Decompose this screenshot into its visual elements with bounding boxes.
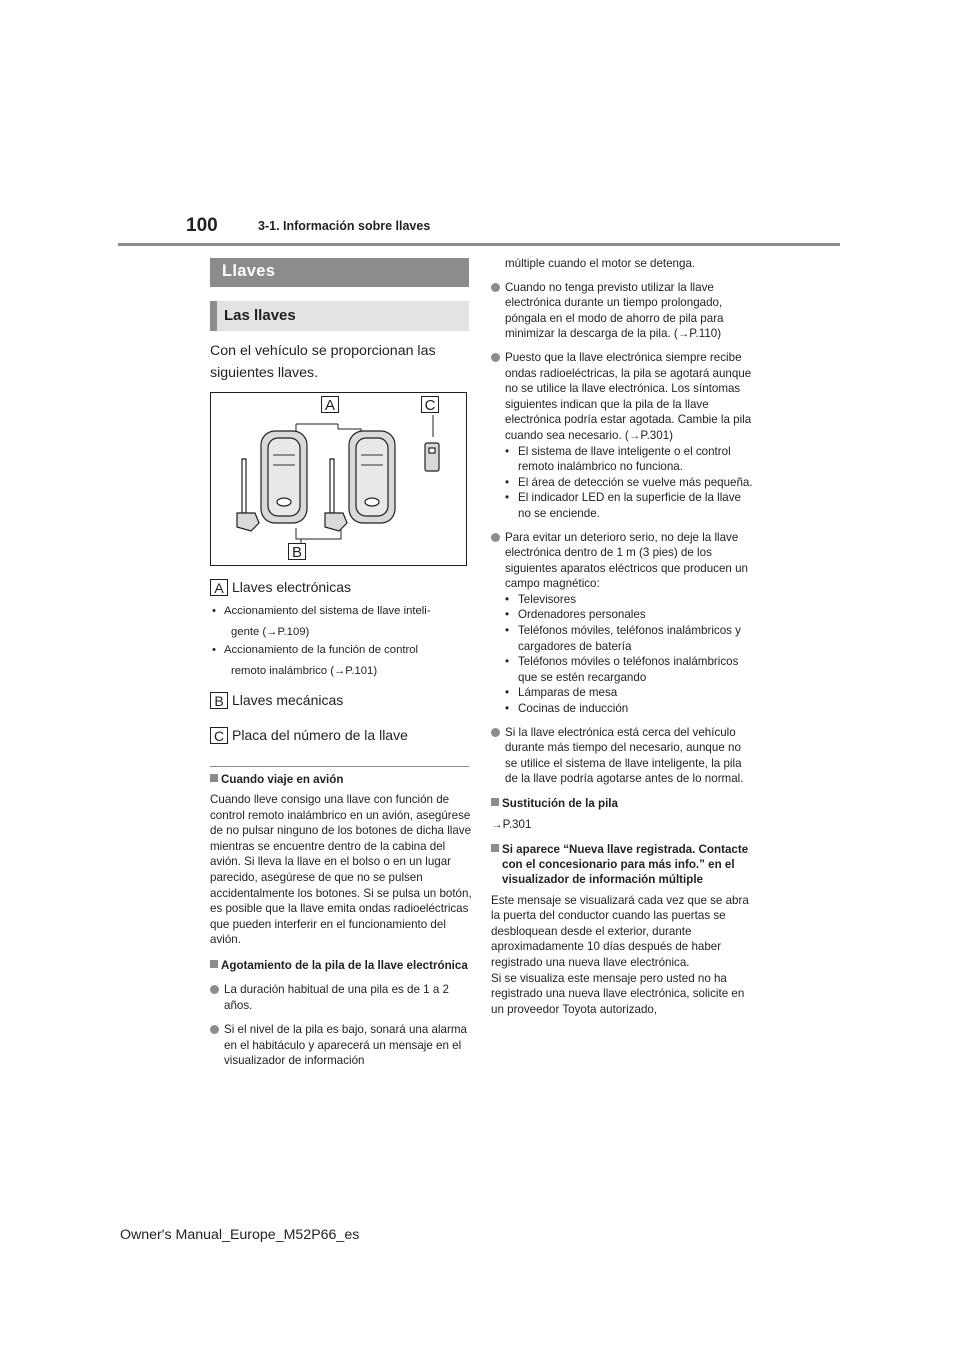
subsection-title: Las llaves xyxy=(224,307,296,324)
symptom-2: • El área de detección se vuelve más pequeña. xyxy=(505,475,753,489)
device-1: • Televisores xyxy=(505,592,576,606)
legend-tag-c: C xyxy=(210,727,228,744)
subsection-title-band xyxy=(210,301,469,331)
device-3: • Teléfonos móviles, teléfonos inalámbricos y cargadores de batería xyxy=(505,624,741,653)
electronic-key-2 xyxy=(349,431,395,523)
device-4: • Teléfonos móviles o teléfonos inalámbricos que se estén recargando xyxy=(505,655,739,684)
section-title: Llaves xyxy=(222,262,276,280)
device-6: • Cocinas de inducción xyxy=(505,702,629,716)
keys-illustration xyxy=(211,393,468,567)
a-item-2-line1: Accionamiento de la función de control xyxy=(224,644,419,656)
legend-tag-b: B xyxy=(210,692,228,709)
mechanical-key-1 xyxy=(237,459,259,531)
device-5: • Lámparas de mesa xyxy=(505,686,618,700)
round-bullet-icon xyxy=(491,283,500,292)
heading-new-key-message: Si aparece “Nueva llave registrada. Contacte con el concesionario para más info.” en el visualizador de información múltiple xyxy=(491,842,753,887)
page-number: 100 xyxy=(186,215,218,236)
bullet-magnetic: Para evitar un deterioro serio, no deje la llave electrónica dentro de 1 m (3 pies) de los siguientes aparatos eléctricos que producen un campo magnético: xyxy=(491,530,753,592)
round-bullet-icon xyxy=(491,533,500,542)
square-bullet-icon xyxy=(491,844,499,852)
left-notes xyxy=(210,772,472,1069)
a-item-2: • Accionamiento de la función de control remoto inalámbrico (→P.101) xyxy=(212,641,474,680)
figure-label-c: C xyxy=(421,396,439,413)
heading-battery: Agotamiento de la pila de la llave electrónica xyxy=(210,958,472,973)
header-rule xyxy=(118,243,840,246)
device-2: • Ordenadores personales xyxy=(505,608,646,622)
square-bullet-icon xyxy=(210,774,218,782)
note-divider xyxy=(210,766,469,767)
battery-bullet-2-cont: múltiple cuando el motor se detenga. xyxy=(505,257,696,270)
square-bullet-icon xyxy=(210,960,218,968)
intro-text: Con el vehículo se proporcionan las siguientes llaves. xyxy=(210,343,436,381)
airplane-text: Cuando lleve consigo una llave con función de control remoto inalámbrico en un avión, asegúrese de no pulsar ninguno de los botones de dicha llave mientras se encuentre dentro de la cabina del avión. Si lleva la llave en el bolso o en un lugar parecido, asegúrese de que no se pulsen accidentalmente los botones. Si se pulsa un botón, es posible que la llave emita ondas radioeléctricas que pueden interferir en el funcionamiento del avión. xyxy=(210,793,472,947)
legend-text-a: Llaves electrónicas xyxy=(232,579,352,596)
section-title-band xyxy=(210,258,469,287)
electronic-key-1 xyxy=(261,431,307,523)
battery-bullet-2: Si el nivel de la pila es bajo, sonará una alarma en el habitáculo y aparecerá un mensaje en el visualizador de información xyxy=(210,1022,472,1069)
round-bullet-icon xyxy=(491,353,500,362)
a-item-1: • Accionamiento del sistema de llave inteli- gente (→P.109) xyxy=(212,602,474,641)
figure-label-b: B xyxy=(288,543,306,560)
heading-replace-battery: Sustitución de la pila xyxy=(491,796,753,811)
round-bullet-icon xyxy=(210,985,219,994)
legend-text-b: Llaves mecánicas xyxy=(232,692,344,709)
keys-figure xyxy=(210,392,467,566)
symptom-1: • El sistema de llave inteligente o el control remoto inalámbrico no funciona. xyxy=(505,444,731,474)
a-item-2-line2: remoto inalámbrico (→P.101) xyxy=(231,665,378,677)
symptom-3: • El indicador LED en la superficie de la llave no se enciende. xyxy=(505,491,741,520)
bullet-near-vehicle: Si la llave electrónica está cerca del vehículo durante más tiempo del necesario, aunque no se utilice el sistema de llave inteligente, la pila de la llave podría agotarse antes de lo normal. xyxy=(491,725,753,787)
legend-a xyxy=(210,577,351,596)
new-key-message-text: Este mensaje se visualizará cada vez que se abra la puerta del conductor cuando las puertas se desbloquean desde el exterior, durante aproximadamente 10 días después de haber registrado una nueva llave electrónica. Si se visualiza este mensaje pero usted no ha registrado una nueva llave electrónica, solicite en un proveedor Toyota autorizado, xyxy=(491,893,749,1016)
chapter-title: 3-1. Información sobre llaves xyxy=(258,219,431,233)
square-bullet-icon xyxy=(491,798,499,806)
heading-airplane: Cuando viaje en avión xyxy=(210,772,472,787)
bullet-save-mode: Cuando no tenga previsto utilizar la llave electrónica durante un tiempo prolongado, póngala en el modo de ahorro de pila para minimizar la descarga de la pila. (→P.110) xyxy=(491,280,753,342)
replace-battery-ref: →P.301 xyxy=(491,818,532,831)
legend-c xyxy=(210,725,408,744)
battery-bullet-1: La duración habitual de una pila es de 1 a 2 años. xyxy=(210,982,472,1013)
legend-b xyxy=(210,690,343,709)
a-item-1-line2: gente (→P.109) xyxy=(231,626,310,638)
round-bullet-icon xyxy=(210,1025,219,1034)
key-number-plate xyxy=(425,443,439,471)
bullet-radio-waves: Puesto que la llave electrónica siempre recibe ondas radioeléctricas, la pila se agotará aunque no se utilice la llave electrónica. Los síntomas siguientes indican que la pila de la llave electrónica podría estar agotada. Cambie la pila cuando sea necesario. (→P.301) xyxy=(491,350,753,444)
a-item-1-line1: Accionamiento del sistema de llave inteli- xyxy=(224,605,431,617)
mechanical-key-2 xyxy=(325,459,347,531)
right-notes xyxy=(491,256,753,1017)
round-bullet-icon xyxy=(491,728,500,737)
footer-manual-id: Owner's Manual_Europe_M52P66_es xyxy=(120,1227,360,1243)
legend-text-c: Placa del número de la llave xyxy=(232,727,408,744)
legend-tag-a: A xyxy=(210,579,228,596)
figure-label-a: A xyxy=(321,396,339,413)
